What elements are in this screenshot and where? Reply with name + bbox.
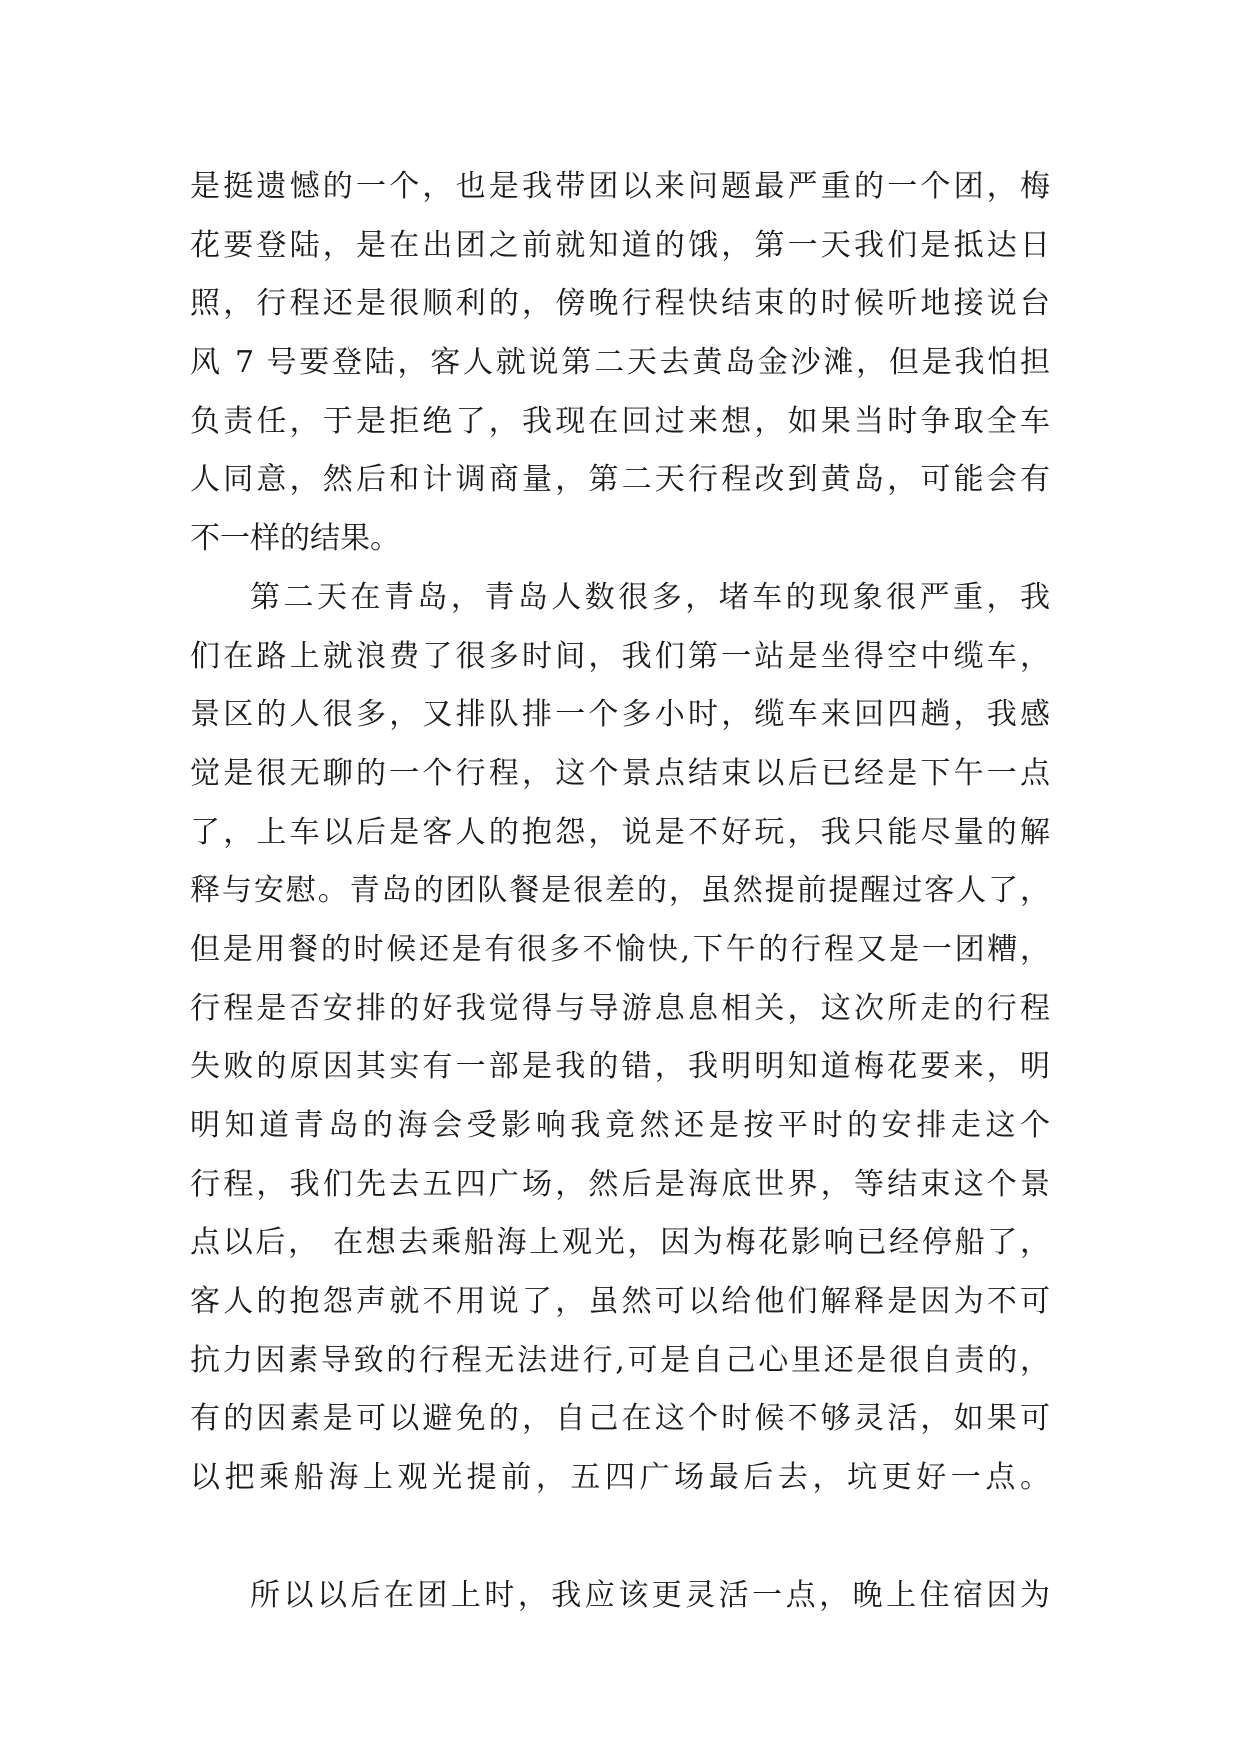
text-line: 失败的原因其实有一部是我的错，我明明知道梅花要来，明 bbox=[190, 1049, 1050, 1085]
text-line: 景区的人很多，又排队排一个多小时，缆车来回四趟，我感 bbox=[190, 697, 1050, 733]
text-line: 照，行程还是很顺利的，傍晚行程快结束的时候听地接说台 bbox=[190, 286, 1050, 322]
text-line: 所以以后在团上时，我应该更灵活一点，晚上住宿因为 bbox=[250, 1577, 1050, 1613]
text-line: 们在路上就浪费了很多时间，我们第一站是坐得空中缆车， bbox=[190, 638, 1050, 674]
paragraph-1 bbox=[190, 158, 1050, 569]
text-line: 明知道青岛的海会受影响我竟然还是按平时的安排走这个 bbox=[190, 1108, 1050, 1143]
text-line: 但是用餐的时候还是有很多不愉快,下午的行程又是一团糟， bbox=[190, 931, 1050, 967]
paragraph-3 bbox=[190, 1567, 1050, 1626]
text-line: 风 7 号要登陆，客人就说第二天去黄岛金沙滩，但是我怕担 bbox=[190, 345, 1050, 381]
text-line: 不一样的结果。 bbox=[190, 521, 400, 557]
text-line: 负责任，于是拒绝了，我现在回过来想，如果当时争取全车 bbox=[190, 403, 1050, 439]
text-line: 释与安慰。青岛的团队餐是很差的，虽然提前提醒过客人了， bbox=[190, 873, 1050, 909]
text-line: 花要登陆，是在出团之前就知道的饿，第一天我们是抵达日 bbox=[190, 227, 1050, 263]
text-line: 第二天在青岛，青岛人数很多，堵车的现象很严重，我 bbox=[250, 579, 1050, 615]
document-body bbox=[190, 158, 1050, 1625]
text-line: 了，上车以后是客人的抱怨，说是不好玩，我只能尽量的解 bbox=[190, 814, 1050, 850]
text-line bbox=[190, 1508, 1050, 1567]
text-line: 以把乘船海上观光提前，五四广场最后去，坑更好一点。 bbox=[190, 1460, 1050, 1496]
text-line: 觉是很无聊的一个行程，这个景点结束以后已经是下午一点 bbox=[190, 755, 1050, 791]
paragraph-2 bbox=[190, 569, 1050, 1567]
text-line: 客人的抱怨声就不用说了，虽然可以给他们解释是因为不可 bbox=[190, 1284, 1050, 1320]
text-line: 抗力因素导致的行程无法进行,可是自己心里还是很自责的， bbox=[190, 1342, 1050, 1378]
text-line: 有的因素是可以避免的，自己在这个时候不够灵活，如果可 bbox=[190, 1401, 1050, 1437]
text-line: 行程，我们先去五四广场，然后是海底世界，等结束这个景 bbox=[190, 1166, 1050, 1202]
text-line: 人同意，然后和计调商量，第二天行程改到黄岛，可能会有 bbox=[190, 462, 1050, 498]
text-line: 点以后， 在想去乘船海上观光，因为梅花影响已经停船了， bbox=[190, 1225, 1050, 1261]
text-line: 是挺遗憾的一个，也是我带团以来问题最严重的一个团，梅 bbox=[190, 169, 1050, 204]
text-line: 行程是否安排的好我觉得与导游息息相关，这次所走的行程 bbox=[190, 990, 1050, 1026]
